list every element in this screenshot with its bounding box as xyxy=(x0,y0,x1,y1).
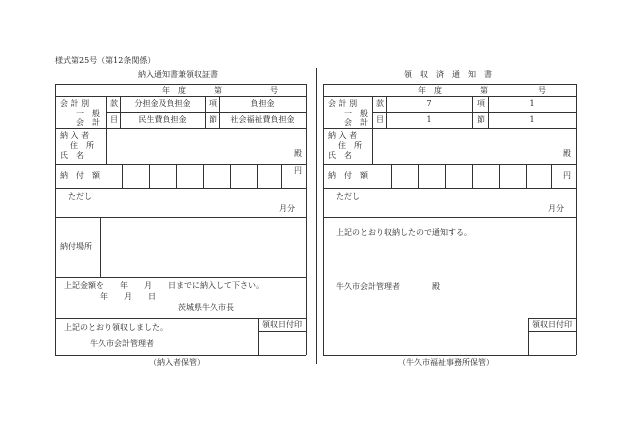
right-line xyxy=(528,331,576,332)
right-line xyxy=(528,318,576,319)
left-treasurer: 牛久市会計管理者 xyxy=(90,339,154,348)
left-notice-line1: 上記金額を 年 月 日までに納入して下さい。 xyxy=(64,281,264,290)
left-line xyxy=(100,217,101,277)
left-kan-value: 分担金及負担金 xyxy=(134,99,191,108)
left-moku-value: 民生費負担金 xyxy=(138,115,187,124)
left-kou-label: 項 xyxy=(209,99,217,108)
right-line xyxy=(472,164,473,188)
right-amount-label: 納 付 額 xyxy=(328,171,368,180)
left-notice-line2: 年 月 日 xyxy=(100,292,156,301)
left-line xyxy=(55,188,306,189)
right-keep-note: （牛久市福祉事務所保管） xyxy=(398,358,494,367)
left-proviso: ただし xyxy=(68,192,92,201)
right-line xyxy=(576,84,577,355)
left-frame-bottom xyxy=(55,355,306,356)
left-line xyxy=(106,112,306,113)
right-line xyxy=(323,164,576,165)
left-kan-label: 款 xyxy=(110,99,118,108)
right-setsu-label: 節 xyxy=(477,115,485,124)
left-year-label: 年 度 xyxy=(162,86,186,95)
left-line xyxy=(55,128,306,129)
left-number-label: 第 xyxy=(214,86,222,95)
right-line xyxy=(551,164,552,188)
right-year-label: 年 度 xyxy=(418,86,442,95)
left-number-suffix: 号 xyxy=(270,86,278,95)
left-payer-label2: 住 所 xyxy=(70,141,94,150)
left-frame-right xyxy=(306,84,307,355)
left-line xyxy=(55,164,306,165)
right-kou-value: 1 xyxy=(529,99,535,108)
left-line xyxy=(55,96,306,97)
left-honorific: 殿 xyxy=(294,149,302,158)
left-line xyxy=(55,318,306,319)
right-moku-value: 1 xyxy=(426,115,432,124)
left-line xyxy=(106,128,107,164)
form-number: 様式第25号（第12条関係） xyxy=(55,56,156,65)
right-payer-label1: 納 入 者 xyxy=(328,131,358,140)
center-divider xyxy=(316,68,317,364)
right-treasurer: 牛久市会計管理者 xyxy=(336,282,400,291)
right-line xyxy=(526,164,527,188)
right-payer-label2: 住 所 xyxy=(338,141,362,150)
right-line xyxy=(323,355,576,356)
right-kou-label: 項 xyxy=(477,99,485,108)
right-line xyxy=(323,84,324,355)
right-line xyxy=(372,112,576,113)
right-line xyxy=(445,164,446,188)
left-kou-value: 負担金 xyxy=(250,99,275,108)
right-month-portion: 月分 xyxy=(548,204,564,213)
left-line xyxy=(176,164,177,188)
left-line xyxy=(230,164,231,188)
left-general-label1: 一 般 xyxy=(76,109,100,118)
left-keep-note: （納入者保管） xyxy=(149,358,205,367)
left-stamp-label: 領収日付印 xyxy=(262,320,302,329)
right-treasurer-honorific: 殿 xyxy=(432,282,440,291)
left-moku-label: 目 xyxy=(110,115,118,124)
right-line xyxy=(323,188,576,189)
left-line xyxy=(122,164,123,188)
left-line xyxy=(281,164,282,188)
left-general-label2: 会 計 xyxy=(76,118,100,127)
right-honorific: 殿 xyxy=(563,149,571,158)
right-proviso: ただし xyxy=(336,192,360,201)
left-frame-top xyxy=(55,84,306,85)
right-line xyxy=(391,164,392,188)
right-notified: 上記のとおり収納したので通知する。 xyxy=(336,228,472,237)
right-line xyxy=(323,96,576,97)
right-line xyxy=(323,217,576,218)
right-line xyxy=(323,84,576,85)
left-setsu-value: 社会福祉費負担金 xyxy=(230,115,295,124)
left-line xyxy=(55,277,306,278)
left-place-label: 納付場所 xyxy=(60,242,92,251)
right-number-suffix: 号 xyxy=(538,86,546,95)
right-account-label: 会 計 別 xyxy=(328,99,358,108)
right-title: 領 収 済 通 知 書 xyxy=(404,70,492,79)
left-received: 上記のとおり領収しました。 xyxy=(64,323,168,332)
right-general-label2: 会 計 xyxy=(344,118,368,127)
left-payer-label1: 納 入 者 xyxy=(60,131,90,140)
left-line xyxy=(203,164,204,188)
right-general-label1: 一 般 xyxy=(344,109,368,118)
right-yen: 円 xyxy=(563,171,571,180)
right-setsu-value: 1 xyxy=(529,115,535,124)
left-frame-left xyxy=(55,84,56,355)
left-title: 納入通知書兼領収証書 xyxy=(138,70,218,79)
right-payer-label3: 氏 名 xyxy=(328,151,352,160)
right-line xyxy=(418,164,419,188)
left-line xyxy=(257,164,258,188)
right-kan-value: 7 xyxy=(426,99,432,108)
left-payer-label3: 氏 名 xyxy=(60,151,84,160)
left-line xyxy=(149,164,150,188)
right-number-label: 第 xyxy=(480,86,488,95)
left-yen: 円 xyxy=(294,166,302,175)
right-moku-label: 目 xyxy=(376,115,384,124)
right-kan-label: 款 xyxy=(376,99,384,108)
left-month-portion: 月分 xyxy=(279,204,295,213)
left-setsu-label: 節 xyxy=(209,115,217,124)
right-line xyxy=(372,128,373,164)
left-account-label: 会 計 別 xyxy=(60,99,90,108)
right-line xyxy=(499,164,500,188)
left-line xyxy=(55,217,306,218)
right-stamp-label: 領収日付印 xyxy=(532,320,572,329)
left-line xyxy=(258,331,306,332)
right-line xyxy=(323,128,576,129)
left-issuer: 茨城県牛久市長 xyxy=(178,303,234,312)
left-amount-label: 納 付 額 xyxy=(60,171,100,180)
